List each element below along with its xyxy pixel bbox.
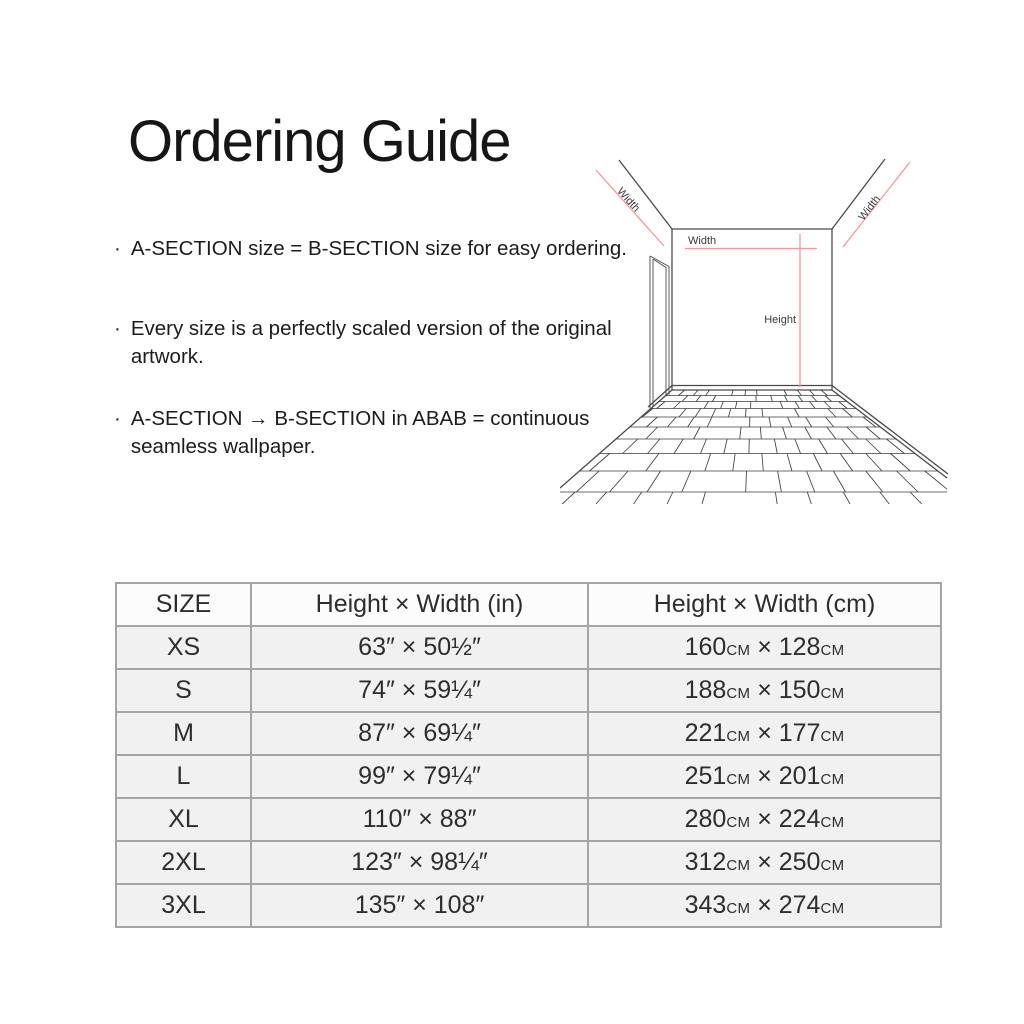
cm-unit: CM bbox=[820, 900, 845, 917]
inches-cell: 87″ × 69¼″ bbox=[251, 712, 588, 755]
inches-cell: 135″ × 108″ bbox=[251, 884, 588, 927]
size-cell: 2XL bbox=[116, 841, 251, 884]
table-row bbox=[116, 884, 941, 927]
cm-cell: 280CM × 224CM bbox=[588, 798, 941, 841]
cm-unit: CM bbox=[726, 900, 751, 917]
bullet-marker: · bbox=[114, 237, 121, 260]
room-illustration bbox=[560, 130, 960, 520]
bullet-text: A-SECTION size = B-SECTION size for easy ordering. bbox=[130, 237, 627, 260]
col-header-cm: Height × Width (cm) bbox=[588, 583, 941, 626]
cm-cell: 312CM × 250CM bbox=[588, 841, 941, 884]
size-table bbox=[115, 582, 942, 928]
size-cell: L bbox=[116, 755, 251, 798]
size-cell: S bbox=[116, 669, 251, 712]
table-row bbox=[116, 755, 941, 798]
cm-unit: CM bbox=[726, 857, 751, 874]
cm-unit: CM bbox=[820, 728, 845, 745]
bullet-item bbox=[114, 315, 612, 371]
cm-unit: CM bbox=[820, 814, 845, 831]
cm-unit: CM bbox=[820, 685, 845, 702]
cm-unit: CM bbox=[820, 642, 845, 659]
cm-cell: 160CM × 128CM bbox=[588, 626, 941, 669]
cm-cell: 188CM × 150CM bbox=[588, 669, 941, 712]
bullet-item bbox=[114, 235, 627, 263]
door bbox=[650, 256, 669, 409]
cm-unit: CM bbox=[726, 771, 751, 788]
size-cell: 3XL bbox=[116, 884, 251, 927]
bullet-text: Every size is a perfectly scaled version of the original artwork. bbox=[130, 317, 612, 368]
measure-lines bbox=[596, 162, 910, 387]
wall-height-label: Height bbox=[764, 314, 796, 326]
left-wall-width-label: Width bbox=[614, 185, 643, 215]
size-cell: XS bbox=[116, 626, 251, 669]
col-header-inches: Height × Width (in) bbox=[251, 583, 588, 626]
cm-unit: CM bbox=[726, 814, 751, 831]
size-cell: M bbox=[116, 712, 251, 755]
inches-cell: 123″ × 98¼″ bbox=[251, 841, 588, 884]
cm-cell: 343CM × 274CM bbox=[588, 884, 941, 927]
table-header-row bbox=[116, 583, 941, 626]
inches-cell: 74″ × 59¼″ bbox=[251, 669, 588, 712]
cm-unit: CM bbox=[726, 728, 751, 745]
cm-cell: 251CM × 201CM bbox=[588, 755, 941, 798]
page-title: Ordering Guide bbox=[128, 109, 511, 174]
cm-unit: CM bbox=[820, 771, 845, 788]
cm-unit: CM bbox=[726, 642, 751, 659]
table-row bbox=[116, 626, 941, 669]
bullet-marker: · bbox=[114, 317, 121, 340]
col-header-size: SIZE bbox=[116, 583, 251, 626]
size-cell: XL bbox=[116, 798, 251, 841]
table-row bbox=[116, 712, 941, 755]
right-wall-width-label: Width bbox=[856, 193, 884, 223]
table-row bbox=[116, 841, 941, 884]
table-row bbox=[116, 669, 941, 712]
floor-parquet bbox=[560, 390, 954, 504]
back-wall-width-label: Width bbox=[688, 235, 717, 247]
inches-cell: 99″ × 79¼″ bbox=[251, 755, 588, 798]
cm-unit: CM bbox=[726, 685, 751, 702]
table-row bbox=[116, 798, 941, 841]
inches-cell: 110″ × 88″ bbox=[251, 798, 588, 841]
bullet-marker: · bbox=[114, 407, 121, 430]
cm-cell: 221CM × 177CM bbox=[588, 712, 941, 755]
bullet-text: A-SECTION → B-SECTION in ABAB = continuous seamless wallpaper. bbox=[130, 407, 590, 458]
cm-unit: CM bbox=[820, 857, 845, 874]
inches-cell: 63″ × 50½″ bbox=[251, 626, 588, 669]
bullet-item bbox=[114, 405, 589, 461]
